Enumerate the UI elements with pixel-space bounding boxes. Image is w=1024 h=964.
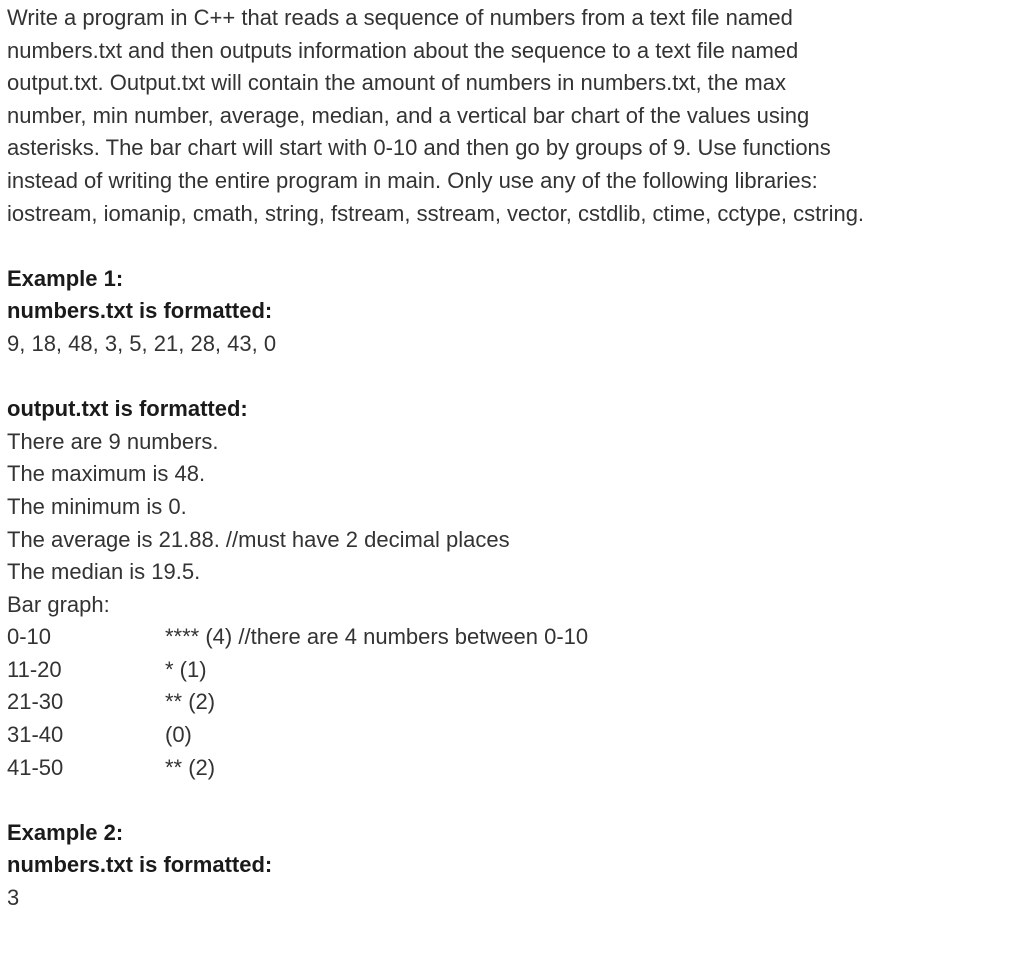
example-1-heading: Example 1: [7, 265, 124, 291]
bar-range: 11-20 [7, 656, 62, 682]
example-2-numbers-value: 3 [7, 885, 20, 911]
output-line-count: There are 9 numbers. [7, 428, 219, 454]
bar-range: 31-40 [7, 722, 64, 748]
example-2-heading: Example 2: [7, 819, 124, 845]
output-line-min: The minimum is 0. [7, 493, 187, 519]
example-1-output-heading: output.txt is formatted: [7, 396, 248, 422]
intro-line: iostream, iomanip, cmath, string, fstream, sstream, vector, cstdlib, ctime, cctype, cstring. [7, 200, 865, 226]
bar-range: 41-50 [7, 754, 64, 780]
spacer [7, 784, 1024, 817]
example-2-numbers-heading: numbers.txt is formatted: [7, 852, 273, 878]
bar-stars: (0) [165, 722, 192, 748]
bar-stars: **** (4) //there are 4 numbers between 0-10 [165, 624, 589, 650]
intro-line: number, min number, average, median, and a vertical bar chart of the values using [7, 102, 810, 128]
bar-stars: * (1) [165, 656, 207, 682]
bar-row [7, 621, 1024, 654]
example-2-section [7, 817, 1024, 915]
output-line-median: The median is 19.5. [7, 559, 201, 585]
bar-range: 0-10 [7, 624, 52, 650]
intro-line: output.txt. Output.txt will contain the amount of numbers in numbers.txt, the max [7, 70, 786, 96]
example-1-numbers-value: 9, 18, 48, 3, 5, 21, 28, 43, 0 [7, 330, 277, 356]
spacer [7, 230, 1024, 263]
bar-stars: ** (2) [165, 689, 216, 715]
example-1-section [7, 263, 1024, 785]
intro-paragraph [7, 0, 1024, 230]
bar-row [7, 752, 1024, 785]
intro-line: instead of writing the entire program in main. Only use any of the following libraries: [7, 167, 818, 193]
bar-row [7, 654, 1024, 687]
output-line-max: The maximum is 48. [7, 461, 206, 487]
example-1-numbers-heading: numbers.txt is formatted: [7, 298, 273, 324]
intro-line: Write a program in C++ that reads a sequence of numbers from a text file named [7, 5, 793, 30]
output-line-average: The average is 21.88. //must have 2 decimal places [7, 526, 510, 552]
bar-range: 21-30 [7, 689, 64, 715]
bar-row [7, 686, 1024, 719]
bar-stars: ** (2) [165, 754, 216, 780]
intro-line: asterisks. The bar chart will start with 0-10 and then go by groups of 9. Use functions [7, 135, 831, 161]
bar-row [7, 719, 1024, 752]
output-line-bar-graph-label: Bar graph: [7, 591, 110, 617]
bar-graph [7, 621, 1024, 784]
spacer [7, 361, 1024, 394]
intro-line: numbers.txt and then outputs information about the sequence to a text file named [7, 37, 799, 63]
